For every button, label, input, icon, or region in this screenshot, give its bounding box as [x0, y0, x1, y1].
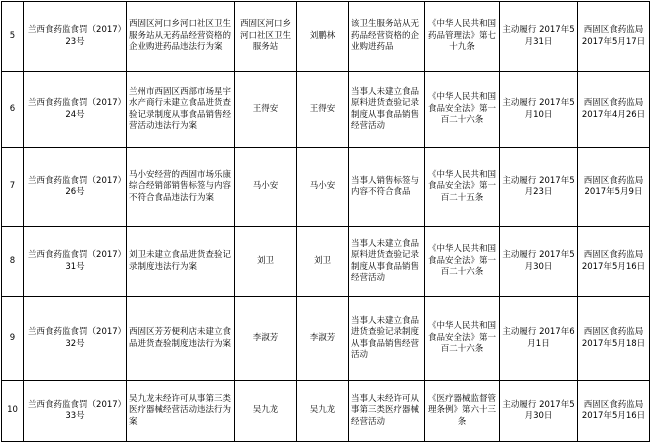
- violation-facts-cell: 当事人销售标签与内容不符合食品: [349, 148, 425, 227]
- performance-status-cell: 主动履行 2017年5月30日: [500, 381, 578, 442]
- table-row: [2, 148, 650, 227]
- penalty-authority-cell: 西固区食药监局 2017年5月16日: [578, 381, 650, 442]
- case-name-cell: 西固区芳芳便利店未建立食品进货查验制度违法行为案: [127, 297, 235, 381]
- performance-status-cell: 主动履行 2017年5月23日: [500, 148, 578, 227]
- party-name-cell: 刘卫: [235, 227, 297, 297]
- legal-basis-cell: 《中华人民共和国食品安全法》第一百二十六条: [425, 227, 500, 297]
- penalty-table: [1, 1, 650, 442]
- violation-facts-cell: 该卫生服务站从无药品经营资格的企业购进药品: [349, 2, 425, 72]
- violation-facts-cell: 当事人未建立食品进货查验记录制度从事食品销售经营活动: [349, 297, 425, 381]
- penalty-authority-cell: 西固区食药监局 2017年5月9日: [578, 148, 650, 227]
- table-row: [2, 72, 650, 148]
- table-row: [2, 297, 650, 381]
- case-name-cell: 西固区河口乡河口社区卫生服务站从无药品经营资格的企业购进药品违法行为案: [127, 2, 235, 72]
- penalty-authority-cell: 西固区食药监局 2017年5月17日: [578, 2, 650, 72]
- document-number-cell: 兰西食药监食罚（2017）31号: [24, 227, 127, 297]
- case-name-cell: 吴九龙未经许可从事第三类医疗器械经营活动违法行为案: [127, 381, 235, 442]
- row-number-cell: 5: [2, 2, 24, 72]
- legal-basis-cell: 《中华人民共和国药品管理法》第七十九条: [425, 2, 500, 72]
- document-number-cell: 兰西食药监食罚（2017）32号: [24, 297, 127, 381]
- row-number-cell: 6: [2, 72, 24, 148]
- case-name-cell: 刘卫未建立食品进货查验记录制度违法行为案: [127, 227, 235, 297]
- performance-status-cell: 主动履行 2017年6月1日: [500, 297, 578, 381]
- document-number-cell: 兰西食药监食罚（2017）23号: [24, 2, 127, 72]
- table-body: [2, 2, 650, 442]
- party-name-cell: 吴九龙: [235, 381, 297, 442]
- party-name-cell: 李淑芳: [235, 297, 297, 381]
- party-name-cell: 马小安: [235, 148, 297, 227]
- legal-basis-cell: 《中华人民共和国食品安全法》第一百二十六条: [425, 297, 500, 381]
- row-number-cell: 9: [2, 297, 24, 381]
- row-number-cell: 7: [2, 148, 24, 227]
- document-number-cell: 兰西食药监食罚（2017）24号: [24, 72, 127, 148]
- legal-basis-cell: 《中华人民共和国食品安全法》第一百二十六条: [425, 72, 500, 148]
- penalty-authority-cell: 西固区食药监局 2017年5月18日: [578, 297, 650, 381]
- legal-representative-cell: 马小安: [297, 148, 349, 227]
- performance-status-cell: 主动履行 2017年5月10日: [500, 72, 578, 148]
- legal-representative-cell: 吴九龙: [297, 381, 349, 442]
- violation-facts-cell: 当事人未建立食品原料进货查验记录制度从事食品销售经营活动: [349, 227, 425, 297]
- performance-status-cell: 主动履行 2017年5月31日: [500, 2, 578, 72]
- legal-basis-cell: 《中华人民共和国食品安全法》第一百二十五条: [425, 148, 500, 227]
- penalty-authority-cell: 西固区食药监局 2017年5月16日: [578, 227, 650, 297]
- violation-facts-cell: 当事人未经许可从事第三类医疗器械经营活动: [349, 381, 425, 442]
- performance-status-cell: 主动履行 2017年5月30日: [500, 227, 578, 297]
- table-row: [2, 227, 650, 297]
- document-number-cell: 兰西食药监食罚（2017）26号: [24, 148, 127, 227]
- violation-facts-cell: 当事人未建立食品原料进货查验记录制度从事食品销售经营活动: [349, 72, 425, 148]
- penalty-authority-cell: 西固区食药监局 2017年4月26日: [578, 72, 650, 148]
- case-name-cell: 马小安经营的西固市场乐康综合经销部销售标签与内容不符合食品违法行为案: [127, 148, 235, 227]
- case-name-cell: 兰州市西固区西部市场星宇水产商行未建立食品进货查验记录制度从事食品销售经营活动违法行为案: [127, 72, 235, 148]
- legal-representative-cell: 刘卫: [297, 227, 349, 297]
- party-name-cell: 西固区河口乡河口社区卫生服务站: [235, 2, 297, 72]
- legal-basis-cell: 《医疗器械监督管理条例》第六十三条: [425, 381, 500, 442]
- row-number-cell: 8: [2, 227, 24, 297]
- legal-representative-cell: 刘鹏林: [297, 2, 349, 72]
- legal-representative-cell: 王得安: [297, 72, 349, 148]
- table-row: [2, 381, 650, 442]
- legal-representative-cell: 李淑芳: [297, 297, 349, 381]
- table-row: [2, 2, 650, 72]
- row-number-cell: 10: [2, 381, 24, 442]
- document-number-cell: 兰西食药监食罚（2017）33号: [24, 381, 127, 442]
- party-name-cell: 王得安: [235, 72, 297, 148]
